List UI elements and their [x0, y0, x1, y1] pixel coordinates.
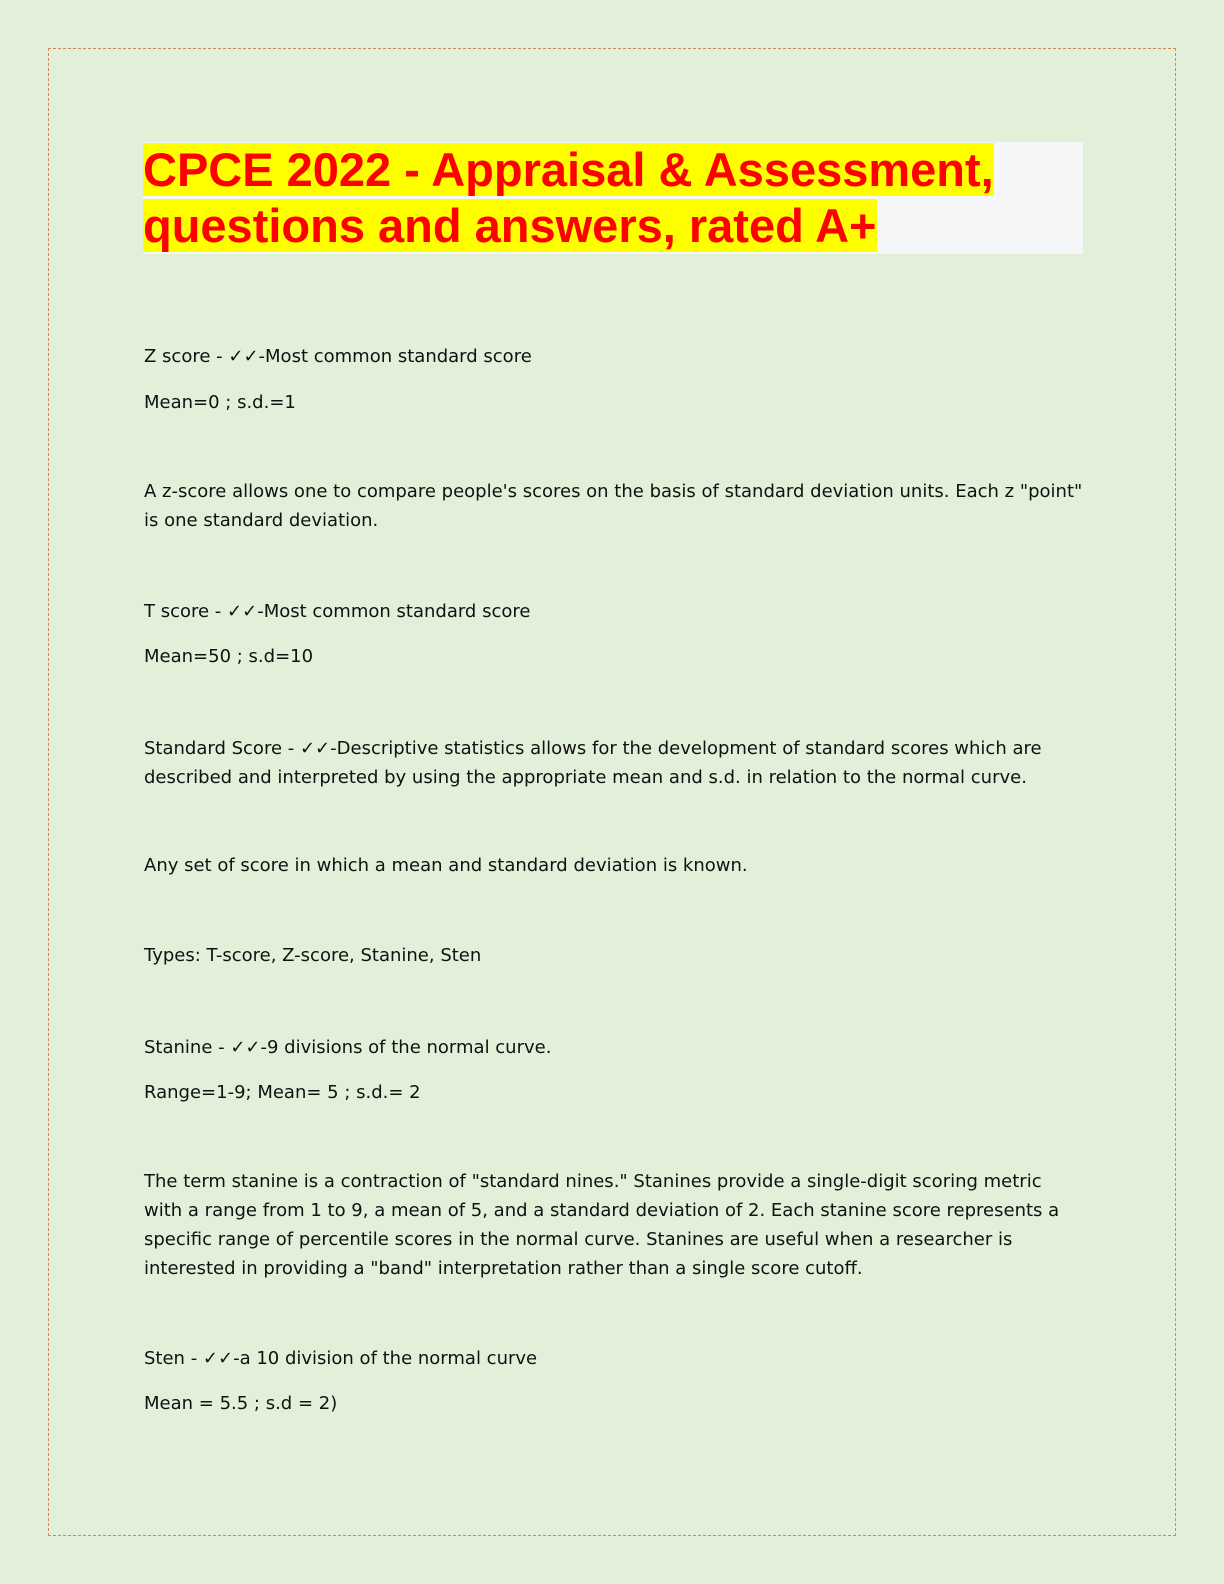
document-title — [143, 142, 1083, 254]
standard-score-types: Types: T-score, Z-score, Stanine, Sten — [144, 945, 482, 966]
sten-stats: Mean = 5.5 ; s.d = 2) — [144, 1393, 338, 1414]
double-check-icon: ✓✓ — [230, 1037, 261, 1058]
standard-score-note: Any set of score in which a mean and standard deviation is known. — [144, 855, 748, 876]
double-check-icon: ✓✓ — [299, 738, 331, 759]
stanine-stats: Range=1-9; Mean= 5 ; s.d.= 2 — [144, 1082, 421, 1103]
title-line-2: questions and answers, rated A+ — [143, 199, 877, 252]
title-line-1: CPCE 2022 - Appraisal & Assessment, — [143, 143, 994, 196]
title-block — [143, 142, 1083, 254]
double-check-icon: ✓✓ — [227, 601, 258, 622]
z-score-stats: Mean=0 ; s.d.=1 — [144, 392, 296, 413]
page-border — [48, 48, 1176, 1536]
double-check-icon: ✓✓ — [228, 346, 259, 367]
stanine-term: Stanine - ✓✓-9 divisions of the normal curve. — [144, 1037, 552, 1058]
z-score-explanation: A z-score allows one to compare people's scores on the basis of standard deviation units. Each z "point" is one standard deviation. — [144, 481, 1083, 531]
sten-term: Sten - ✓✓-a 10 division of the normal curve — [144, 1348, 538, 1369]
z-score-term: Z score - ✓✓-Most common standard score — [144, 346, 532, 367]
stanine-explanation: The term stanine is a contraction of "standard nines." Stanines provide a single-digit scoring metric with a range from 1 to 9, a mean of 5, and a standard deviation of 2. Each stanine score represents a specific range of percentile scores in the normal curve. Stanines are useful when a researcher is interested in providing a "band" interpretation rather than a single score cutoff. — [144, 1171, 1060, 1279]
t-score-stats: Mean=50 ; s.d=10 — [144, 646, 314, 667]
double-check-icon: ✓✓ — [202, 1348, 234, 1369]
t-score-term: T score - ✓✓-Most common standard score — [144, 601, 531, 622]
standard-score-term: Standard Score - ✓✓-Descriptive statistics allows for the development of standard scores which are described and interpreted by using the appropriate mean and s.d. in relation to the normal curve. — [144, 738, 1042, 788]
